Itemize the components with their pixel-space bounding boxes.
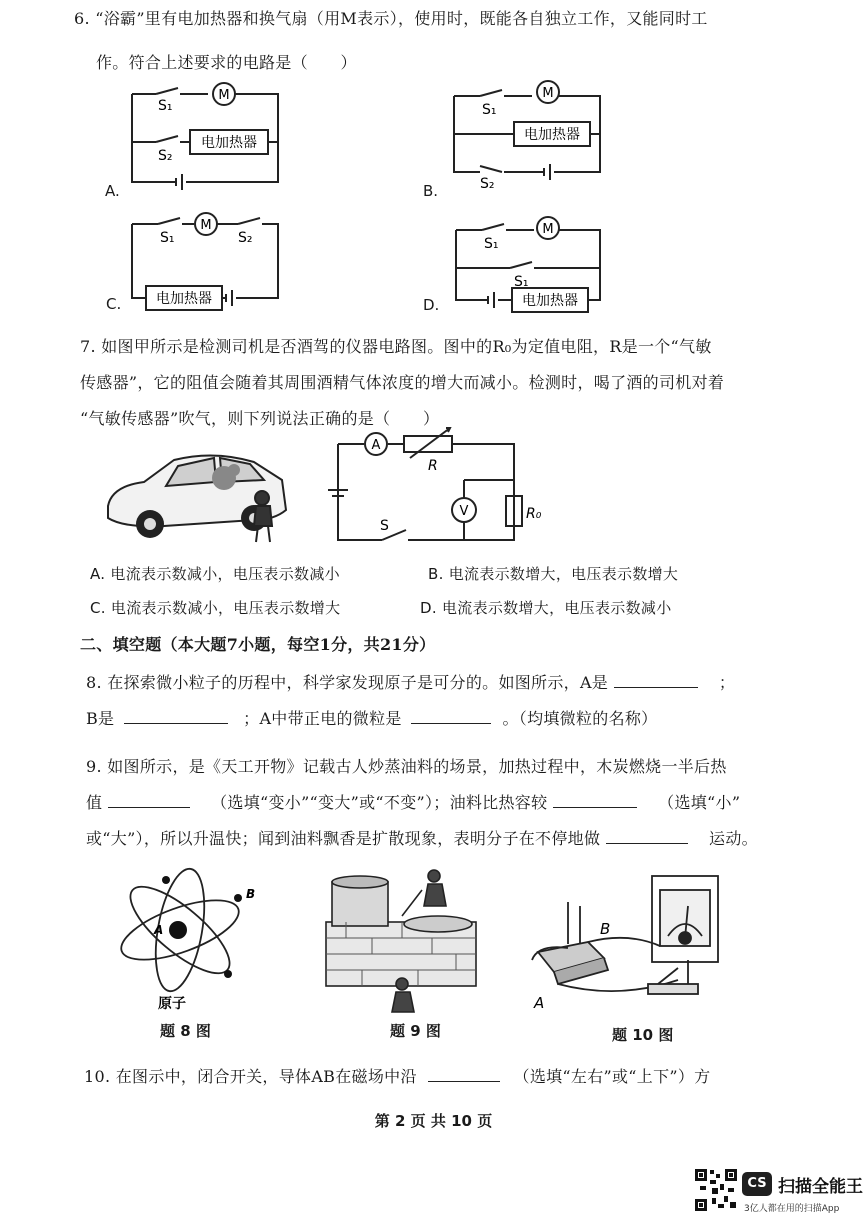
qr-code-icon [694,1168,738,1212]
q8-blank-a[interactable] [614,673,698,688]
voltmeter-label: V [459,504,469,519]
caption-fig9: 题 9 图 [390,1022,441,1040]
s1-label-a: S₁ [158,98,173,114]
q9-text3: （选填“变小”“变大”或“不变”）；油料比热容较 [211,793,548,812]
brand-tagline: 3亿人都在用的扫描App [744,1204,840,1214]
q6-line1: 6. “浴霸”里有电加热器和换气扇（用M表示），使用时，既能各自独立工作，又能同时工 [74,9,708,28]
sensor-r-label: R [428,458,438,474]
q9-text6: 运动。 [709,829,758,848]
q7-option-d: D. 电流表示数增大，电压表示数减小 [420,599,672,617]
atom-figure [118,870,278,1010]
s2-label-b: S₂ [480,176,495,192]
q6-option-d: D. [423,296,440,314]
motor-label-c: M [200,218,212,233]
r0-label: R₀ [526,506,542,522]
atom-label-b: B [246,887,256,901]
s2-label-a: S₂ [158,148,173,164]
q7-option-a: A. 电流表示数减小，电压表示数减小 [90,565,340,583]
circuit-c [128,210,288,306]
q10-text2: （选填“左右”或“上下”）方 [513,1067,711,1086]
caption-fig10: 题 10 图 [612,1026,674,1044]
atom-label-a: A [154,923,164,937]
q8-text3: B是 [86,709,115,728]
q7-line1: 7. 如图甲所示是检测司机是否酒驾的仪器电路图。图中的R₀为定值电阻，R是一个“气敏 [80,337,712,356]
motor-label-a: M [218,88,230,103]
q10-text1: 10. 在图示中，闭合开关，导体AB在磁场中沿 [84,1067,417,1086]
q8-line1 [86,670,735,693]
heater-label-d: 电加热器 [522,293,578,309]
section-title: 二、填空题（本大题7小题，每空1分，共21分） [80,635,436,654]
q7-option-b: B. 电流表示数增大，电压表示数增大 [428,565,679,583]
q9-line3 [86,826,758,849]
heater-label-b: 电加热器 [524,127,580,143]
q8-blank-positive[interactable] [411,709,491,724]
heater-label-c: 电加热器 [156,291,212,307]
q6-option-a: A. [105,182,120,200]
q8-text5: 。（均填微粒的名称） [502,709,658,728]
circuit-b [452,78,612,192]
s2-label-c: S₂ [238,230,253,246]
q9-blank-heat-value[interactable] [108,793,190,808]
q8-text4: ；A中带正电的微粒是 [243,709,402,728]
induction-figure [528,872,728,1012]
s1-label-b: S₁ [482,102,497,118]
car-illustration [104,446,294,546]
q9-text4: （选填“小” [658,793,741,812]
induction-label-b: B [600,920,611,938]
q9-text5: 或“大”），所以升温快；闻到油料飘香是扩散现象，表明分子在不停地做 [86,829,601,848]
q8-text1: 8. 在探索微小粒子的历程中，科学家发现原子是可分的。如图所示，A是 [86,673,609,692]
page-number: 第 2 页 共 10 页 [374,1112,493,1130]
atom-label: 原子 [158,996,186,1012]
q8-text2: ； [718,673,736,692]
q7-line2: 传感器”，它的阻值会随着其周围酒精气体浓度的增大而减小。检测时，喝了酒的司机对着 [80,373,725,392]
q7-line3: “气敏传感器”吹气，则下列说法正确的是（ ） [80,409,440,428]
q9-text2: 值 [86,793,103,812]
q9-line1: 9. 如图所示，是《天工开物》记载古人炒蒸油料的场景，加热过程中，木炭燃烧一半后热 [86,757,727,776]
motor-label-d: M [542,222,554,237]
s1-label-c: S₁ [160,230,175,246]
q9-line2 [86,790,740,813]
q9-blank-specific-heat[interactable] [553,793,637,808]
caption-fig8: 题 8 图 [160,1022,211,1040]
induction-label-a: A [534,994,545,1012]
ammeter-label: A [371,438,381,453]
q6-line2: 作。符合上述要求的电路是（ ） [96,53,357,72]
heater-label-a: 电加热器 [201,135,257,151]
circuit-d [452,216,612,312]
brand-name: 扫描全能王 [778,1177,863,1197]
q10-blank-direction[interactable] [428,1067,500,1082]
q7-option-c: C. 电流表示数减小，电压表示数增大 [90,599,341,617]
camscanner-logo-icon: CS [742,1172,772,1196]
s1-label-d2: S₁ [514,274,529,290]
circuit-a [120,80,290,190]
oil-steaming-figure [322,866,482,1016]
q6-option-c: C. [106,295,122,313]
switch-label: S [380,518,389,534]
q8-line2 [86,706,658,729]
q10-line1 [84,1064,710,1087]
s1-label-d1: S₁ [484,236,499,252]
motor-label-b: M [542,86,554,101]
q6-option-b: B. [423,182,439,200]
q8-blank-b[interactable] [124,709,228,724]
q9-blank-motion[interactable] [606,829,688,844]
breathalyzer-circuit [334,438,542,550]
